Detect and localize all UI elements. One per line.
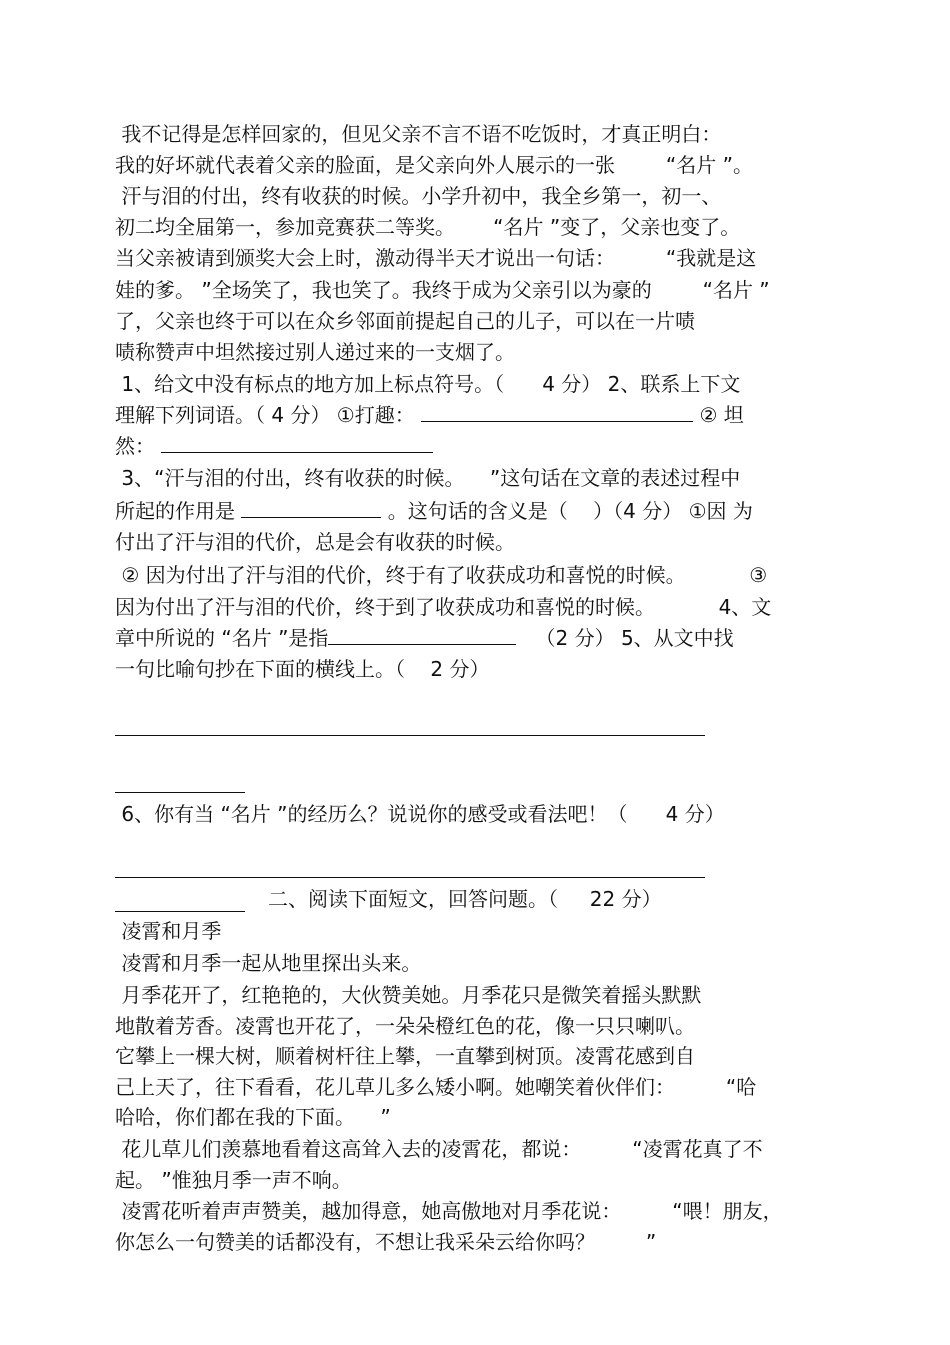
question-4-text: 章中所说的 “名片 ”是指 (115, 626, 329, 650)
answer-line[interactable] (115, 735, 705, 736)
text-line: 当父亲被请到颁奖大会上时，激动得半天才说出一句话： “我就是这 (115, 246, 757, 270)
text-line: 娃的爹。 ”全场笑了，我也笑了。我终于成为父亲引以为豪的 “名片 ” (115, 278, 770, 302)
answer-line[interactable] (115, 792, 245, 793)
question-3: 3、“汗与泪的付出，终有收获的时候。 ”这句话在文章的表述过程中 (115, 466, 741, 490)
text-line: 凌霄和月季一起从地里探出头来。 (115, 951, 422, 975)
question-1: 1、给文中没有标点的地方加上标点符号。（ 4 分） 2、联系上下文 (115, 372, 741, 396)
question-2-cont (115, 433, 433, 459)
question-2 (115, 402, 744, 428)
text-line: 啧称赞声中坦然接过别人递过来的一支烟了。 (115, 340, 515, 364)
question-2-text-c: 然： (115, 434, 155, 458)
answer-line[interactable] (115, 911, 245, 912)
question-4-text-b: （2 分） 5、从文中找 (516, 626, 734, 650)
text-line: 凌霄花听着声声赞美，越加得意，她高傲地对月季花说： “喂！朋友， (115, 1199, 783, 1223)
answer-blank[interactable] (161, 434, 433, 453)
question-3-text: 所起的作用是 (115, 499, 235, 523)
answer-line[interactable] (115, 877, 705, 878)
text-line: 你怎么一句赞美的话都没有，不想让我采朵云给你吗？ ” (115, 1230, 657, 1254)
question-3-cont (115, 498, 753, 524)
question-6: 6、你有当 “名片 ”的经历么？说说你的感受或看法吧！（ 4 分） (115, 802, 725, 826)
text-line: 月季花开了，红艳艳的，大伙赞美她。月季花只是微笑着摇头默默 (115, 983, 702, 1007)
question-3-text-b: 。这句话的含义是（ ）（4 分） ①因 为 (387, 499, 753, 523)
text-line: 哈哈，你们都在我的下面。 ” (115, 1105, 391, 1129)
question-2-text: 理解下列词语。（ 4 分） ①打趣： (115, 403, 415, 427)
text-line: 我不记得是怎样回家的，但见父亲不言不语不吃饭时，才真正明白： (115, 122, 722, 146)
text-line: 汗与泪的付出，终有收获的时候。小学升初中，我全乡第一，初一、 (115, 184, 722, 208)
text-line: 地散着芳香。凌霄也开花了，一朵朵橙红色的花，像一只只喇叭。 (115, 1014, 695, 1038)
section-2-heading: 二、阅读下面短文，回答问题。（ 22 分） (268, 887, 662, 911)
answer-blank[interactable] (328, 626, 516, 645)
text-line: 初二均全届第一，参加竞赛获二等奖。 “名片 ”变了，父亲也变了。 (115, 215, 741, 239)
text-line: 花儿草儿们羡慕地看着这高耸入去的凌霄花，都说： “凌霄花真了不 (115, 1137, 763, 1161)
text-line: 付出了汗与泪的代价，总是会有收获的时候。 (115, 530, 515, 554)
question-2-text-b: ② 坦 (693, 403, 744, 427)
text-line: 己上天了，往下看看，花儿草儿多么矮小啊。她嘲笑着伙伴们： “哈 (115, 1075, 757, 1099)
question-4 (115, 625, 734, 651)
text-line: 起。 ”惟独月季一声不响。 (115, 1168, 352, 1192)
text-line: 了，父亲也终于可以在众乡邻面前提起自己的儿子，可以在一片啧 (115, 309, 695, 333)
question-5: 一句比喻句抄在下面的横线上。（ 2 分） (115, 657, 490, 681)
text-line: 我的好坏就代表着父亲的脸面，是父亲向外人展示的一张 “名片 ”。 (115, 153, 753, 177)
text-line: ② 因为付出了汗与泪的代价，终于有了收获成功和喜悦的时候。 ③ (115, 563, 768, 587)
story-title: 凌霄和月季 (115, 919, 222, 943)
answer-blank[interactable] (241, 499, 381, 518)
text-line: 它攀上一棵大树，顺着树杆往上攀，一直攀到树顶。凌霄花感到自 (115, 1044, 695, 1068)
answer-blank[interactable] (421, 403, 693, 422)
text-line: 因为付出了汗与泪的代价，终于到了收获成功和喜悦的时候。 4、文 (115, 595, 772, 619)
